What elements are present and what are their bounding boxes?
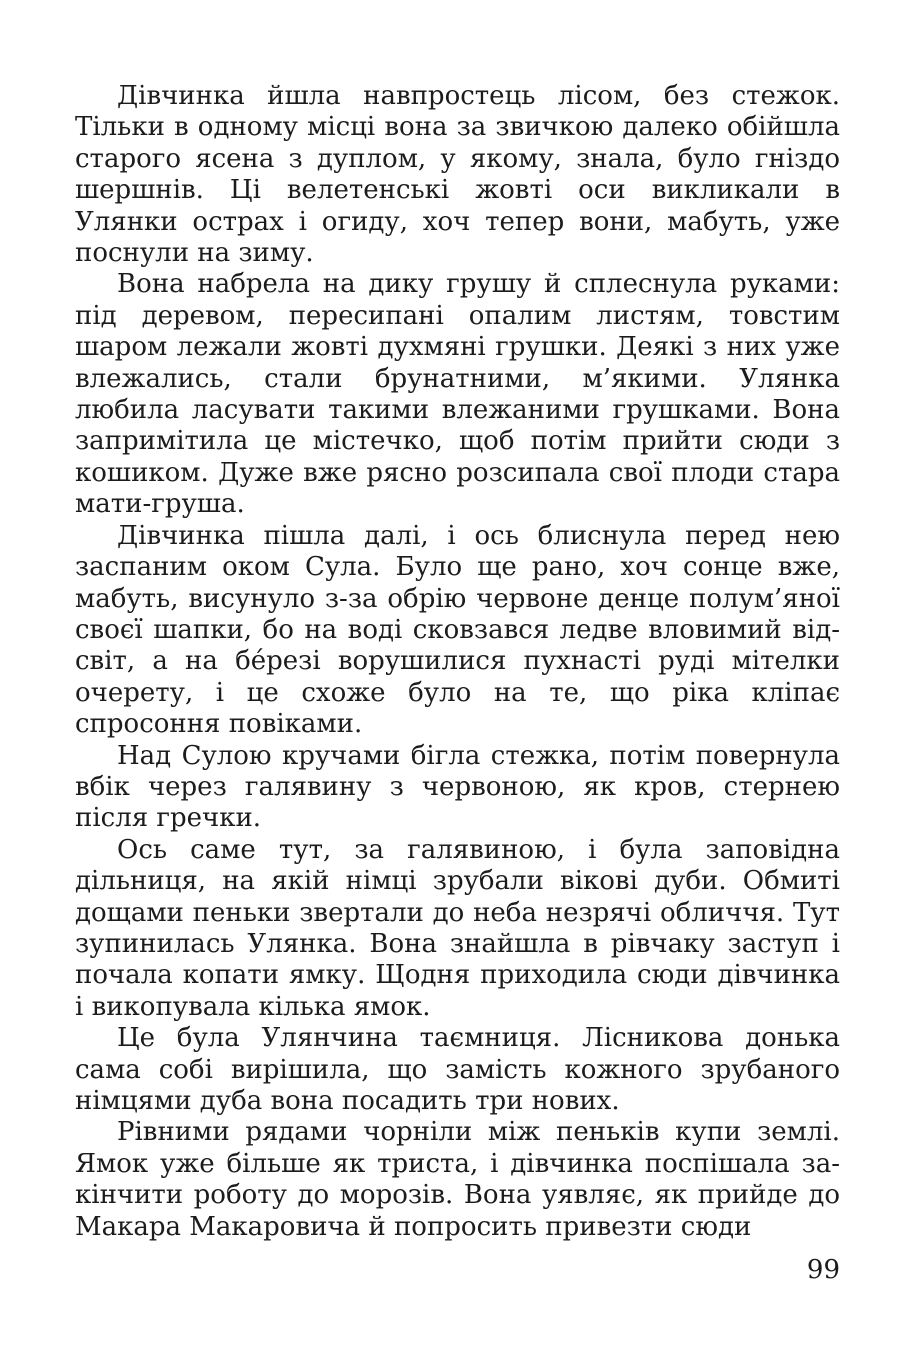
paragraph-4: Над Сулою кручами бігла стежка, потім повернула вбік через галявину з червоною, як кров, стернею після гречки. [75,740,840,834]
paragraph-5: Ось саме тут, за галявиною, і була заповідна дільниця, на якій німці зрубали вікові дуби. Обмиті дощами пеньки звертали до неба незрячі обличчя. Тут зупинилась Улянка. Вона знайшла в рівчаку заступ і почала копати ямку. Щодня приходила сюди дівчинка і викопувала кілька ямок. [75,834,840,1022]
paragraph-2: Вона набрела на дику грушу й сплеснула руками: під деревом, пересипані опалим листям, товстим шаром лежали жовті духмяні грушки. Деякі з них уже влежались, стали брунатними, м’якими. Улянка любила ласувати такими влежаними грушками. Вона запримітила це містечко, щоб потім прийти сюди з кошиком. Дуже вже рясно розсипала свої плоди стара мати-груша. [75,269,840,520]
paragraph-7: Рівними рядами чорніли між пеньків купи землі. Ямок уже більше як триста, і дівчинка поспішала закінчити роботу до морозів. Вона уявляє, як прийде до Макара Макаровича й попросить привезти сюди [75,1117,840,1242]
page-number: 99 [806,1255,840,1285]
paragraph-3: Дівчинка пішла далі, і ось блиснула перед нею заспаним оком Сула. Було ще рано, хоч сонце вже, мабуть, висунуло з-за обрію червоне денце полум’яної своєї шапки, бо на воді сковзався ледве вловимий відсвіт, а на бе́резі ворушилися пухнасті руді мітелки очерету, і це схоже було на те, що ріка кліпає спросоння повіками. [75,520,840,740]
paragraph-6: Це була Улянчина таємниця. Лісникова донька сама собі вирішила, що замість кожного зрубаного німцями дуба вона посадить три нових. [75,1023,840,1116]
paragraph-1: Дівчинка йшла навпростець лісом, без стежок. Тільки в одному місці вона за звичкою далеко обійшла старого ясена з дуплом, у якому, знала, було гніздо шершнів. Ці велетенські жовті оси викликали в Улянки острах і огиду, хоч тепер вони, мабуть, уже поснули на зиму. [75,81,840,269]
page-text [75,81,840,1243]
